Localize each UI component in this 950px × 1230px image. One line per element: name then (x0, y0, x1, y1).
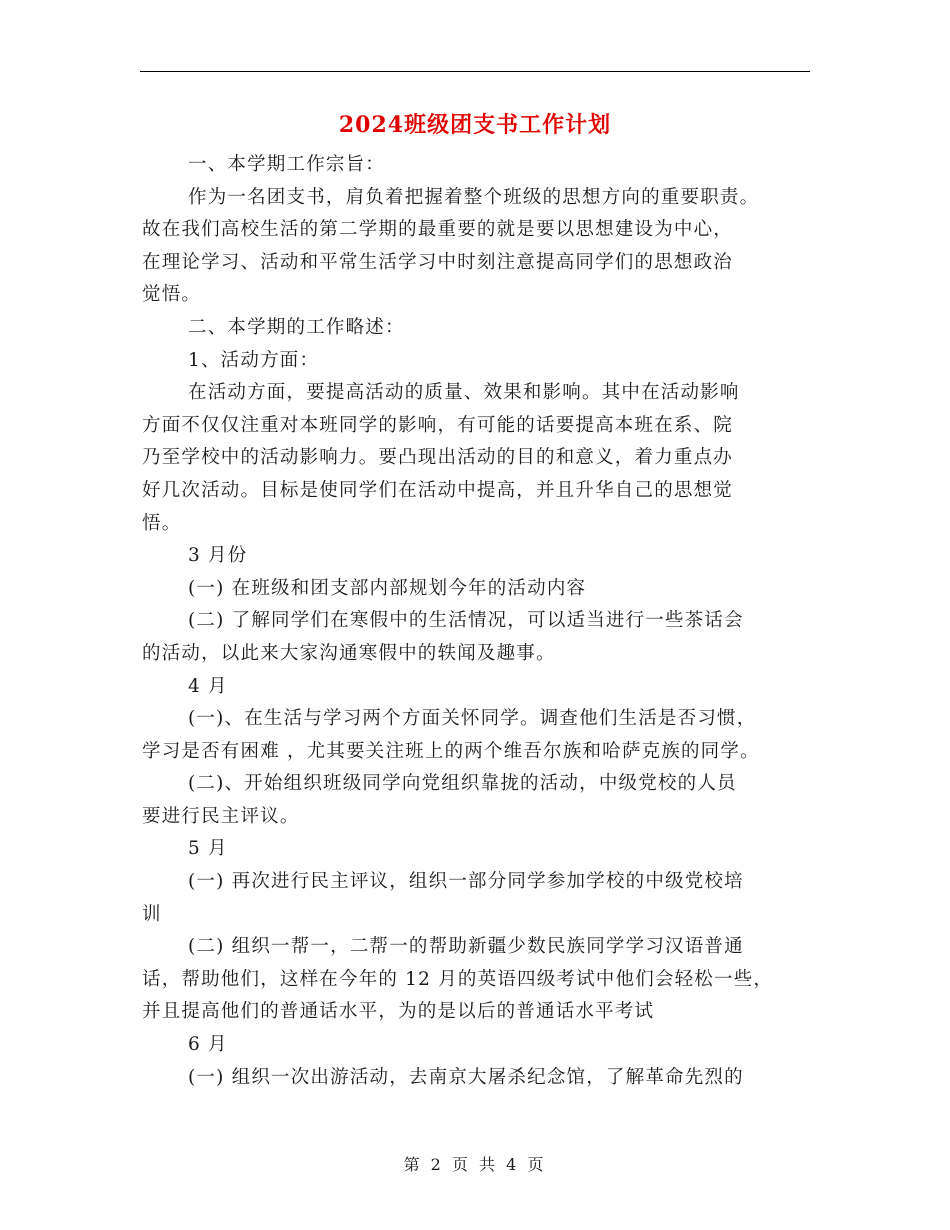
document-body (142, 149, 812, 1094)
text-line: 4 月 (188, 675, 228, 697)
text-line: 学习是否有困难 ，尤其要关注班上的两个维吾尔族和哈萨克族的同学。 (142, 740, 760, 762)
text-line: (一) 再次进行民主评议，组织一部分同学参加学校的中级党校培 (188, 871, 744, 893)
header-rule (140, 71, 810, 72)
text-line: 训 (142, 903, 162, 925)
text-line: 话，帮助他们，这样在今年的 12 月的英语四级考试中他们会轻松一些， (142, 968, 774, 990)
page-footer: 第 2 页 共 4 页 (403, 1155, 547, 1174)
text-line: (一)、在生活与学习两个方面关怀同学。调查他们生活是否习惯， (188, 708, 757, 730)
text-line: (一) 在班级和团支部内部规划今年的活动内容 (188, 577, 587, 599)
text-line: 方面不仅仅注重对本班同学的影响，有可能的话要提高本班在系、院 (142, 414, 734, 436)
text-line: (二)、开始组织班级同学向党组织靠拢的活动，中级党校的人员 (188, 773, 737, 795)
text-line: 5 月 (188, 838, 228, 860)
text-line: (二) 了解同学们在寒假中的生活情况，可以适当进行一些茶话会 (188, 610, 744, 632)
document-title: 2024班级团支书工作计划 (338, 112, 612, 138)
text-line: 在理论学习、活动和平常生活学习中时刻注意提高同学们的思想政治 (142, 251, 734, 273)
text-line: 3 月份 (188, 545, 248, 567)
text-line: (二) 组织一帮一，二帮一的帮助新疆少数民族同学学习汉语普通 (188, 936, 744, 958)
text-line: 一、本学期工作宗旨： (188, 154, 386, 175)
text-line: 乃至学校中的活动影响力。要凸现出活动的目的和意义，着力重点办 (142, 447, 734, 469)
text-line: 二、本学期的工作略述： (188, 316, 405, 338)
text-line: 悟。 (142, 512, 182, 534)
text-line: (一) 组织一次出游活动，去南京大屠杀纪念馆，了解革命先烈的 (188, 1066, 744, 1088)
text-line: 在活动方面，要提高活动的质量、效果和影响。其中在活动影响 (188, 382, 740, 404)
text-line: 1、活动方面： (188, 349, 320, 371)
text-line: 好几次活动。目标是使同学们在活动中提高，并且升华自己的思想觉 (142, 479, 734, 501)
text-line: 的活动，以此来大家沟通寒假中的轶闻及趣事。 (142, 642, 556, 664)
text-line: 并且提高他们的普通话水平，为的是以后的普通话水平考试 (142, 1001, 655, 1023)
text-line: 故在我们高校生活的第二学期的最重要的就是要以思想建设为中心， (142, 219, 734, 241)
text-line: 6 月 (188, 1034, 228, 1056)
text-line: 作为一名团支书，肩负着把握着整个班级的思想方向的重要职责。 (188, 186, 760, 208)
text-line: 要进行民主评议。 (142, 805, 300, 827)
text-line: 觉悟。 (142, 284, 202, 306)
